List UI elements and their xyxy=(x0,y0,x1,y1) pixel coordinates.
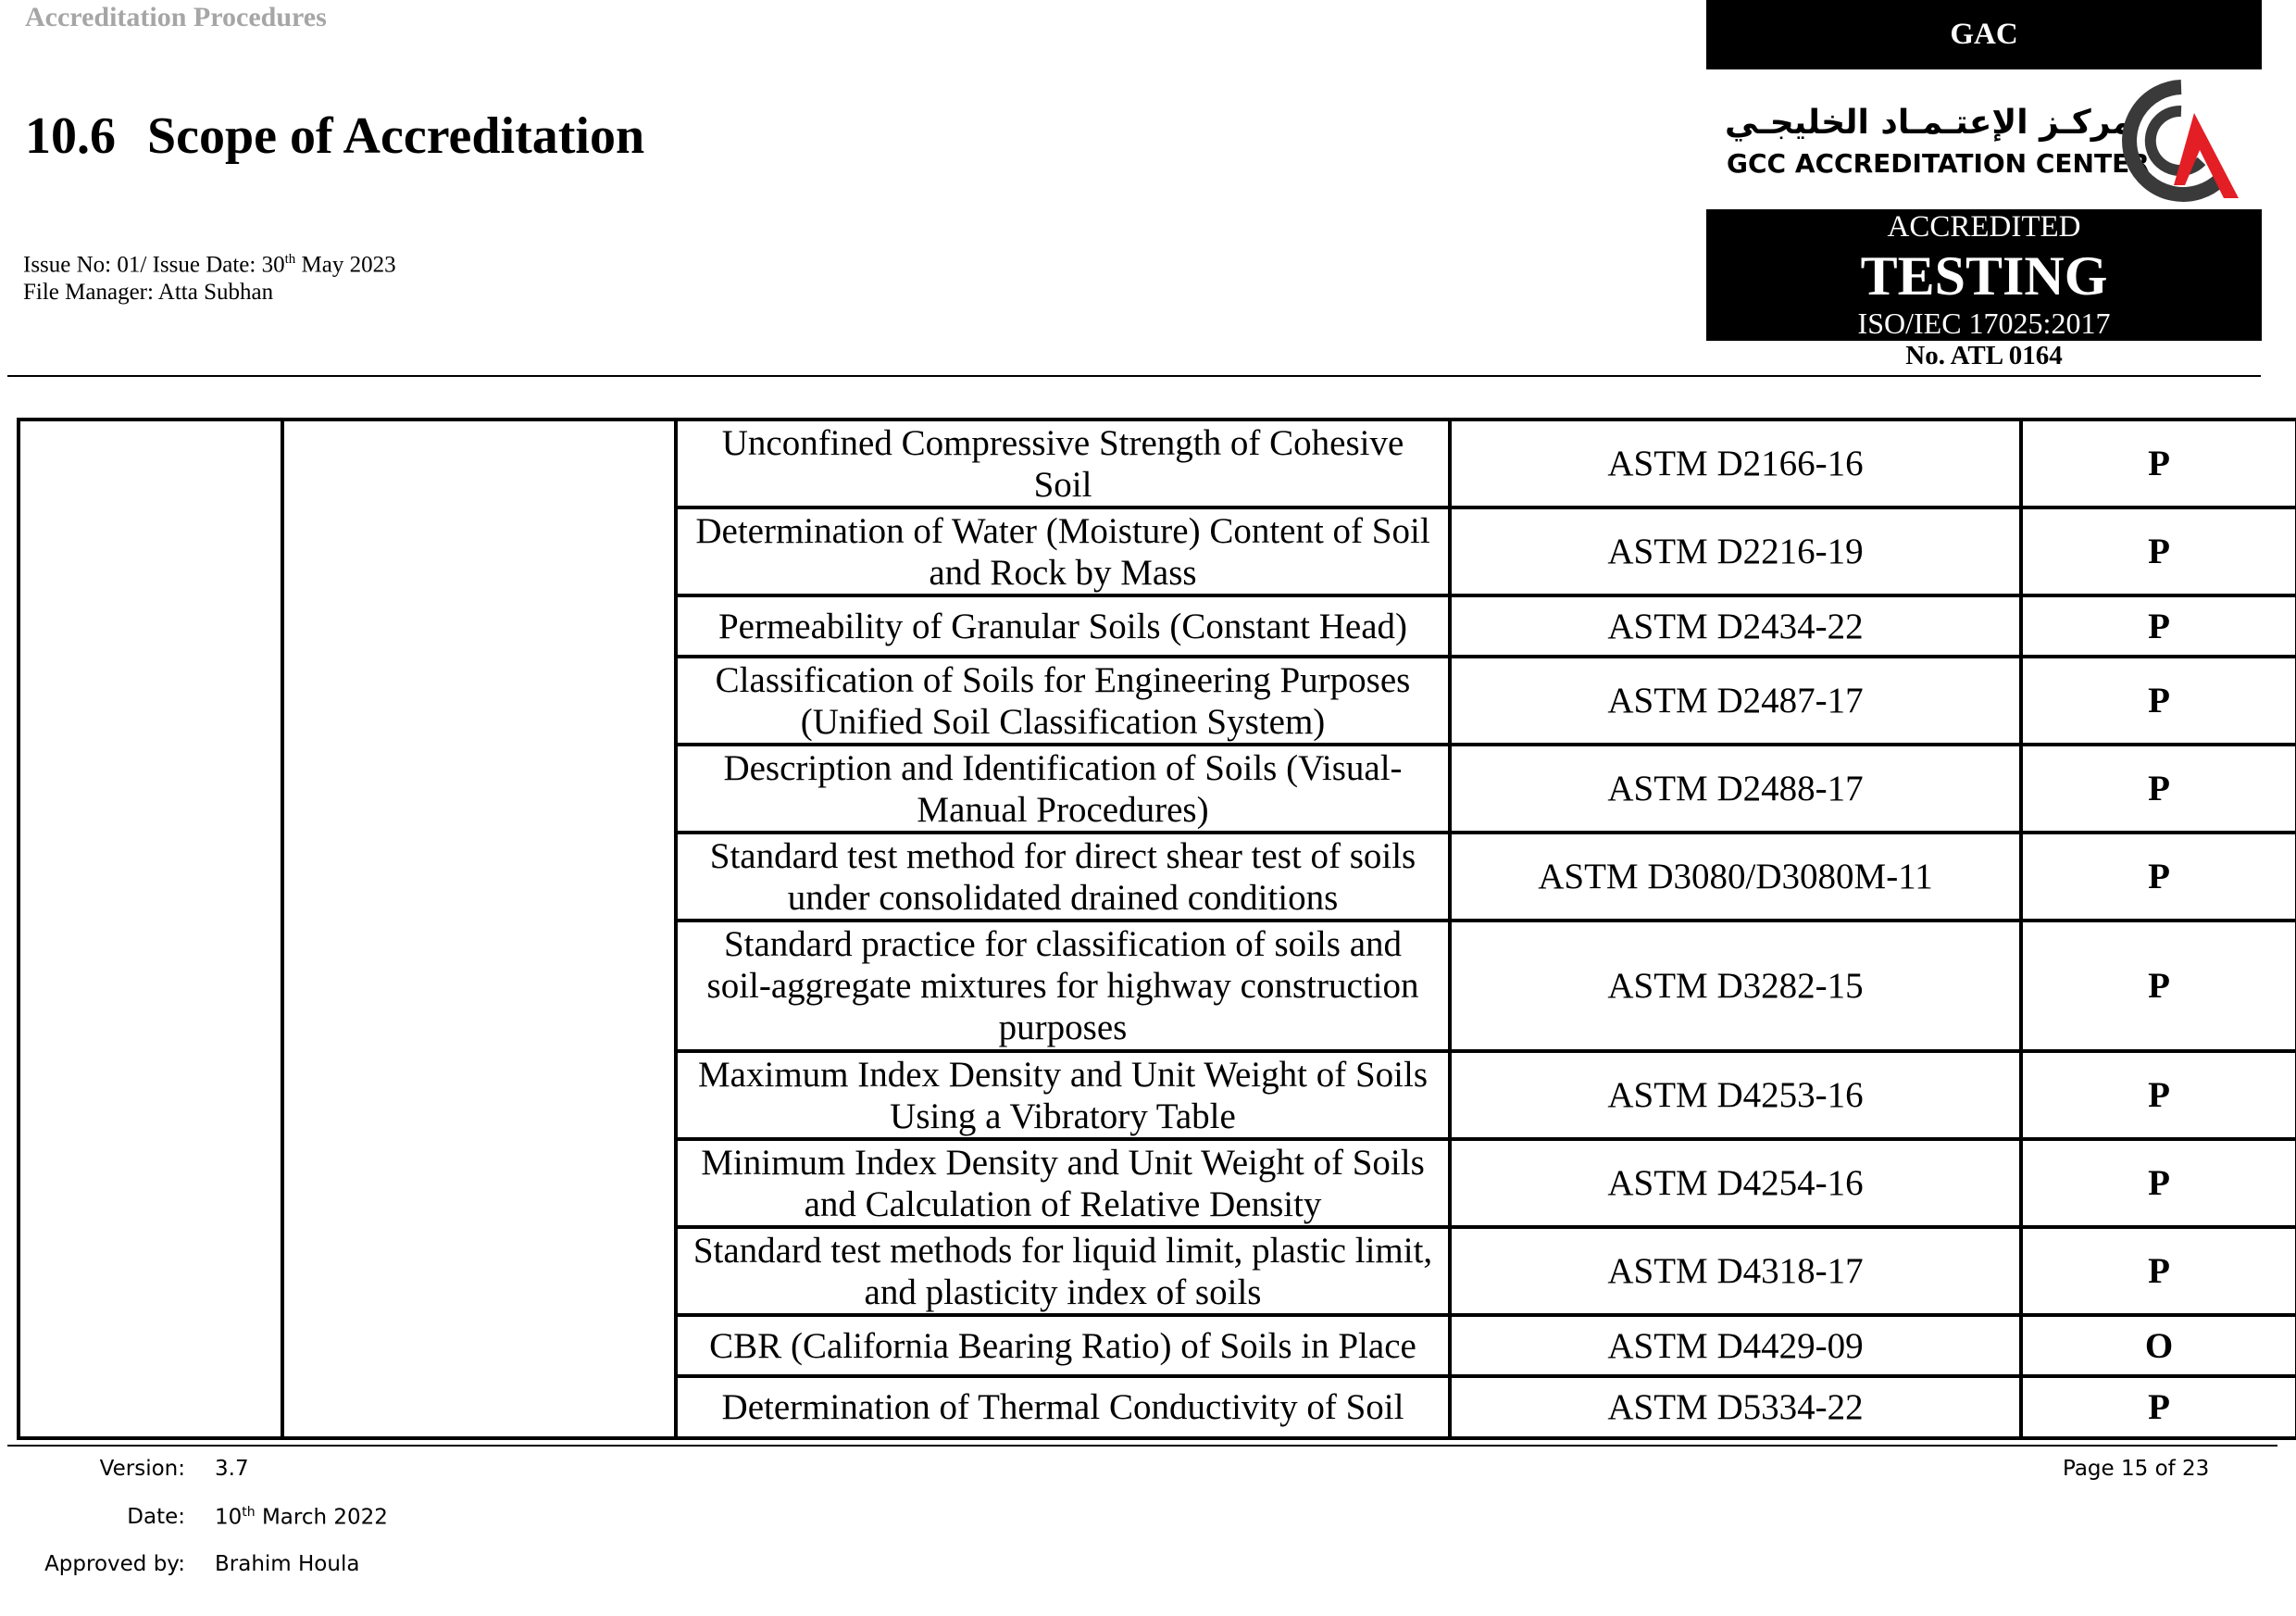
iso-standard: ISO/IEC 17025:2017 xyxy=(1857,307,2111,340)
test-name-cell: Determination of Water (Moisture) Content of Soil and Rock by Mass xyxy=(676,507,1450,595)
date-label: Date: xyxy=(127,1505,185,1529)
method-cell: ASTM D2488-17 xyxy=(1450,745,2021,833)
issue-sup: th xyxy=(284,252,296,267)
status-cell: P xyxy=(2021,833,2296,921)
status-cell: P xyxy=(2021,1139,2296,1227)
status-cell: P xyxy=(2021,507,2296,595)
status-cell: P xyxy=(2021,657,2296,745)
logo-english-name: GCC ACCREDITATION CENTER xyxy=(1727,148,2150,179)
method-cell: ASTM D4429-09 xyxy=(1450,1315,2021,1376)
accreditation-badge xyxy=(1706,209,2262,341)
issue-line xyxy=(23,245,396,279)
logo-arabic-name: مركـز الإعتـمـاد الخليجـي xyxy=(1725,104,2133,142)
field-cell xyxy=(19,420,282,1438)
status-cell: P xyxy=(2021,921,2296,1051)
test-name-cell: Classification of Soils for Engineering Purposes (Unified Soil Classification System) xyxy=(676,657,1450,745)
test-name-cell: Standard test method for direct shear test of soils under consolidated drained conditions xyxy=(676,833,1450,921)
method-cell: ASTM D3282-15 xyxy=(1450,921,2021,1051)
method-cell: ASTM D2434-22 xyxy=(1450,595,2021,657)
method-cell: ASTM D2166-16 xyxy=(1450,420,2021,507)
issue-info xyxy=(23,245,396,307)
test-name-cell: Description and Identification of Soils (Visual-Manual Procedures) xyxy=(676,745,1450,833)
test-name-cell: Permeability of Granular Soils (Constant Head) xyxy=(676,595,1450,657)
method-cell: ASTM D4253-16 xyxy=(1450,1051,2021,1139)
accredited-label: ACCREDITED xyxy=(1887,210,2081,244)
page-number: Page 15 of 23 xyxy=(2063,1457,2210,1481)
version-label: Version: xyxy=(99,1457,185,1481)
footer-divider xyxy=(7,1445,2277,1447)
date-sup: th xyxy=(242,1505,256,1520)
date-prefix: 10 xyxy=(215,1505,243,1530)
doc-label: Accreditation Procedures xyxy=(25,2,327,32)
test-name-cell: Maximum Index Density and Unit Weight of Soils Using a Vibratory Table xyxy=(676,1051,1450,1139)
test-name-cell: CBR (California Bearing Ratio) of Soils in Place xyxy=(676,1315,1450,1376)
test-name-cell: Standard test methods for liquid limit, plastic limit, and plasticity index of soils xyxy=(676,1227,1450,1315)
gac-emblem-icon xyxy=(2109,76,2262,206)
gcc-logo xyxy=(1706,76,2262,206)
test-name-cell: Unconfined Compressive Strength of Cohesive Soil xyxy=(676,420,1450,507)
date-suffix: March 2022 xyxy=(255,1505,388,1530)
issue-suffix: May 2023 xyxy=(295,252,396,278)
test-name-cell: Minimum Index Density and Unit Weight of Soils and Calculation of Relative Density xyxy=(676,1139,1450,1227)
scope-table xyxy=(17,418,2296,1440)
date-value xyxy=(215,1505,388,1530)
status-cell: P xyxy=(2021,745,2296,833)
test-name-cell: Standard practice for classification of soils and soil-aggregate mixtures for highway construction purposes xyxy=(676,921,1450,1051)
version-value: 3.7 xyxy=(215,1457,249,1481)
method-cell: ASTM D5334-22 xyxy=(1450,1376,2021,1438)
approved-label: Approved by: xyxy=(44,1552,185,1576)
issue-prefix: Issue No: 01/ Issue Date: 30 xyxy=(23,252,285,278)
header-divider xyxy=(7,375,2261,377)
accreditation-number: No. ATL 0164 xyxy=(1905,341,2063,370)
method-cell: ASTM D2487-17 xyxy=(1450,657,2021,745)
file-manager: File Manager: Atta Subhan xyxy=(23,280,274,306)
method-cell: ASTM D3080/D3080M-11 xyxy=(1450,833,2021,921)
section-number: 10.6 xyxy=(25,107,116,165)
table-row xyxy=(19,420,2296,507)
method-cell: ASTM D4318-17 xyxy=(1450,1227,2021,1315)
status-cell: P xyxy=(2021,420,2296,507)
method-cell: ASTM D4254-16 xyxy=(1450,1139,2021,1227)
status-cell: P xyxy=(2021,1376,2296,1438)
status-cell: O xyxy=(2021,1315,2296,1376)
method-cell: ASTM D2216-19 xyxy=(1450,507,2021,595)
section-title xyxy=(25,106,644,166)
test-name-cell: Determination of Thermal Conductivity of Soil xyxy=(676,1376,1450,1438)
status-cell: P xyxy=(2021,595,2296,657)
testing-label: TESTING xyxy=(1860,245,2108,307)
scope-table-body xyxy=(19,420,2296,1438)
subfield-cell xyxy=(282,420,676,1438)
gac-banner: GAC xyxy=(1706,0,2262,69)
section-title-text: Scope of Accreditation xyxy=(147,107,645,165)
approved-value: Brahim Houla xyxy=(215,1552,360,1576)
status-cell: P xyxy=(2021,1051,2296,1139)
status-cell: P xyxy=(2021,1227,2296,1315)
